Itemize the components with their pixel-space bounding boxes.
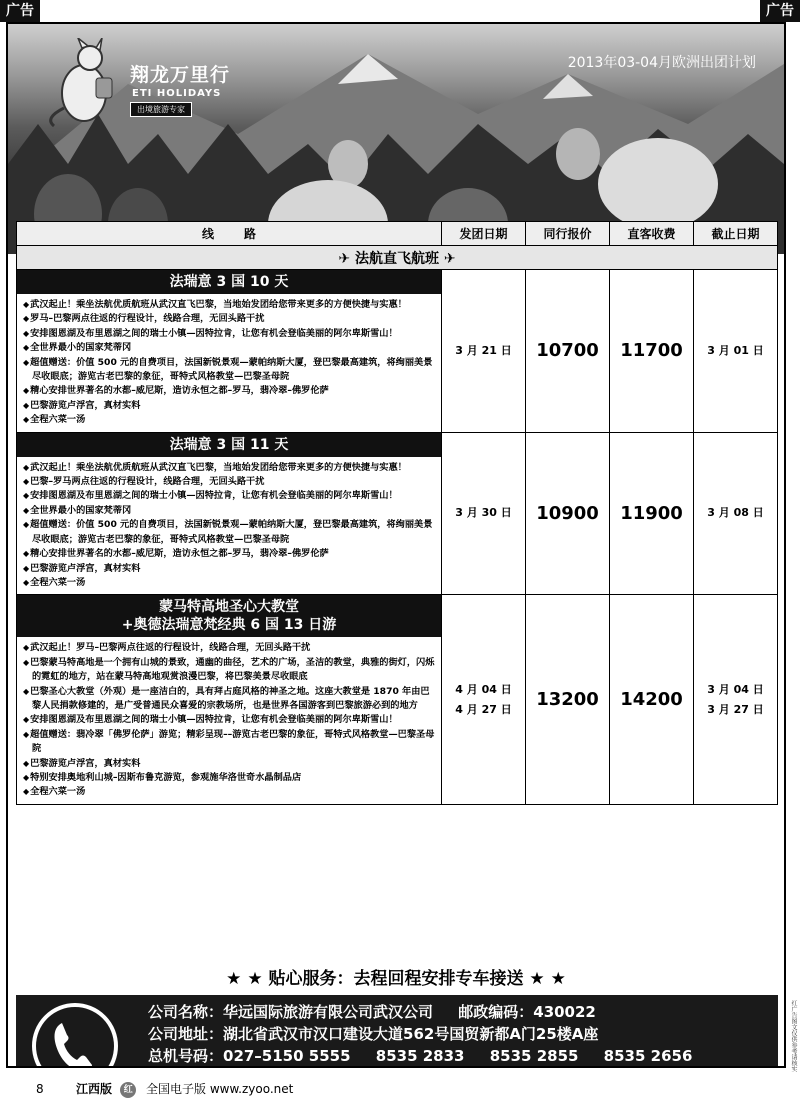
- ad-label-right: 广告: [760, 0, 800, 22]
- route-title-line1: 蒙马特高地圣心大教堂: [159, 599, 299, 616]
- direct-price: 11700: [610, 270, 694, 433]
- route-item: ◆ 全程六菜一汤: [23, 576, 435, 590]
- route-item: ◆ 超值赠送：价值 500 元的自费项目，法国新锐景观—蒙帕纳斯大厦，登巴黎最高建筑，将绚丽美景尽收眼底；游览古老巴黎的象征，哥特式风格教堂—巴黎圣母院: [23, 356, 435, 385]
- route-title: [17, 595, 441, 637]
- deadline-date-text: 3 月 01 日: [707, 343, 764, 357]
- brand-logo: [44, 38, 254, 134]
- deadline-date: [694, 595, 778, 804]
- route-item: ◆ 武汉起止！罗马–巴黎两点往返的行程设计，线路合理，无回头路干扰: [23, 641, 435, 655]
- phone-badge: [32, 1003, 118, 1068]
- route-cell: [17, 432, 442, 595]
- route-item: ◆ 特别安排奥地利山城–因斯布鲁克游览，参观施华洛世奇水晶制品店: [23, 771, 435, 785]
- peer-price: 13200: [526, 595, 610, 804]
- route-item: ◆ 巴黎圣心大教堂（外观）是一座洁白的，具有拜占庭风格的神圣之地。这座大教堂是 1870 年由巴黎人民捐款修建的，是广受普通民众喜爱的宗教场所，也是世界各国游客到巴黎旅游必到的地方: [23, 685, 435, 714]
- section-cell: [17, 246, 778, 270]
- depart-date-text: 4 月 04 日: [455, 682, 512, 696]
- route-item: ◆ 全世界最小的国家梵蒂冈: [23, 504, 435, 518]
- route-item: ◆ 全程六菜一汤: [23, 785, 435, 799]
- contact-line-phones: [148, 1045, 768, 1067]
- depart-date-text: 4 月 27 日: [455, 702, 512, 716]
- depart-date: [442, 270, 526, 433]
- fax-number: [148, 1067, 768, 1068]
- ad-frame: [6, 22, 786, 1068]
- main-phone: 总机号码：027–5150 5555: [148, 1047, 351, 1065]
- deadline-date: [694, 270, 778, 433]
- route-item: ◆ 巴黎游览卢浮宫，真材实料: [23, 562, 435, 576]
- deadline-date-text: 3 月 04 日: [707, 682, 764, 696]
- peer-price: 10700: [526, 270, 610, 433]
- depart-date-text: 3 月 30 日: [455, 506, 512, 520]
- route-items: [17, 457, 441, 595]
- kangaroo-icon: [44, 38, 124, 128]
- logo-tagline: 出境旅游专家: [130, 102, 192, 117]
- depart-date: [442, 432, 526, 595]
- phone-number: 8535 2833: [375, 1047, 465, 1065]
- route-title: 法瑞意 3 国 11 天: [17, 433, 441, 457]
- phone-number: 8535 2656: [603, 1047, 693, 1065]
- deadline-date-text: 3 月 08 日: [707, 506, 764, 520]
- section-title: 法航直飞航班: [355, 250, 439, 267]
- header-direct: 直客收费: [610, 222, 694, 246]
- tour-table: [16, 221, 778, 805]
- logo-chinese: 翔龙万里行: [130, 64, 231, 86]
- contact-lines: [148, 1001, 768, 1068]
- route-item: ◆ 武汉起止！乘坐法航优质航班从武汉直飞巴黎，当地始发团给您带来更多的方便快捷与实惠！: [23, 298, 435, 312]
- route-item: ◆ 巴黎–罗马两点往返的行程设计，线路合理，无回头路干扰: [23, 475, 435, 489]
- header-depart: 发团日期: [442, 222, 526, 246]
- logo-english: ETI HOLIDAYS: [132, 88, 222, 99]
- route-item: ◆ 精心安排世界著名的水都–威尼斯，造访永恒之都–罗马，翡冷翠–佛罗伦萨: [23, 547, 435, 561]
- depart-date-text: 3 月 21 日: [455, 343, 512, 357]
- header-route: 线路: [17, 222, 442, 246]
- service-banner: ★ ★ 贴心服务：去程回程安排专车接送 ★ ★: [226, 969, 566, 989]
- route-item: ◆ 超值赠送：翡冷翠「佛罗伦萨」游览；精彩呈现––游览古老巴黎的象征，哥特式风格教堂—巴黎圣母院: [23, 728, 435, 757]
- airplane-icon: ✈: [338, 250, 351, 267]
- page-number: 8: [36, 1082, 44, 1096]
- route-item: ◆ 全世界最小的国家梵蒂冈: [23, 341, 435, 355]
- route-item: ◆ 安排图恩湖及布里恩湖之间的瑞士小镇—因特拉肯，让您有机会登临美丽的阿尔卑斯雪山！: [23, 489, 435, 503]
- deadline-date: [694, 432, 778, 595]
- contact-line-company: [148, 1001, 768, 1023]
- route-cell: [17, 270, 442, 433]
- side-note: 红广告图文仅供参考请核实: [790, 1000, 797, 1072]
- route-item: ◆ 巴黎游览卢浮宫，真材实料: [23, 399, 435, 413]
- ad-label-left: 广告: [0, 0, 40, 22]
- route-row-1: [17, 270, 778, 433]
- phone-icon: [36, 1007, 114, 1068]
- deadline-date-text: 3 月 27 日: [707, 702, 764, 716]
- page-footer: [0, 1078, 800, 1100]
- route-title-line2: +奥德法瑞意梵经典 6 国 13 日游: [121, 617, 337, 634]
- route-item: ◆ 精心安排世界著名的水都–威尼斯，造访永恒之都–罗马，翡冷翠–佛罗伦萨: [23, 384, 435, 398]
- direct-price: 14200: [610, 595, 694, 804]
- route-cell: [17, 595, 442, 804]
- plan-title: 2013年03-04月欧洲出团计划: [567, 55, 756, 71]
- postcode: 邮政编码：430022: [458, 1003, 596, 1021]
- edition-badge: 红: [120, 1082, 136, 1098]
- route-items: [17, 294, 441, 432]
- route-item: ◆ 罗马–巴黎两点往返的行程设计，线路合理，无回头路干扰: [23, 312, 435, 326]
- route-items: [17, 637, 441, 803]
- hero-photo: [8, 24, 784, 254]
- company-address: 公司地址：湖北省武汉市汉口建设大道562号国贸新都A门25楼A座: [148, 1025, 599, 1043]
- route-item: ◆ 安排图恩湖及布里恩湖之间的瑞士小镇—因特拉肯，让您有机会登临美丽的阿尔卑斯雪山！: [23, 327, 435, 341]
- airplane-icon: ✈: [443, 250, 456, 267]
- site-link[interactable]: 全国电子版 www.zyoo.net: [146, 1082, 294, 1096]
- header-peer: 同行报价: [526, 222, 610, 246]
- route-item: ◆ 全程六菜一汤: [23, 413, 435, 427]
- route-item: ◆ 安排图恩湖及布里恩湖之间的瑞士小镇—因特拉肯，让您有机会登临美丽的阿尔卑斯雪山！: [23, 713, 435, 727]
- phone-number: 8535 2855: [489, 1047, 579, 1065]
- depart-date: [442, 595, 526, 804]
- route-item: ◆ 武汉起止！乘坐法航优质航班从武汉直飞巴黎，当地始发团给您带来更多的方便快捷与实惠！: [23, 461, 435, 475]
- edition-label: [76, 1078, 136, 1100]
- table-header-row: [17, 222, 778, 246]
- section-row: [17, 246, 778, 270]
- peer-price: 10900: [526, 432, 610, 595]
- edition-text: 江西版: [76, 1082, 113, 1096]
- route-row-3: [17, 595, 778, 804]
- company-name: 公司名称：华远国际旅游有限公司武汉公司: [148, 1003, 434, 1021]
- route-row-2: [17, 432, 778, 595]
- route-item: ◆ 巴黎游览卢浮宫，真材实料: [23, 757, 435, 771]
- route-item: ◆ 超值赠送：价值 500 元的自费项目，法国新锐景观—蒙帕纳斯大厦，登巴黎最高建筑，将绚丽美景尽收眼底；游览古老巴黎的象征，哥特式风格教堂—巴黎圣母院: [23, 518, 435, 547]
- contact-panel: [16, 995, 778, 1068]
- header-deadline: 截止日期: [694, 222, 778, 246]
- route-title: 法瑞意 3 国 10 天: [17, 270, 441, 294]
- direct-price: 11900: [610, 432, 694, 595]
- route-item: ◆ 巴黎蒙马特高地是一个拥有山城的景致，通幽的曲径，艺术的广场，圣洁的教堂，典雅的街灯，闪烁的霓虹的地方，站在蒙马特高地观赏浪漫巴黎，将巴黎美景尽收眼底: [23, 656, 435, 685]
